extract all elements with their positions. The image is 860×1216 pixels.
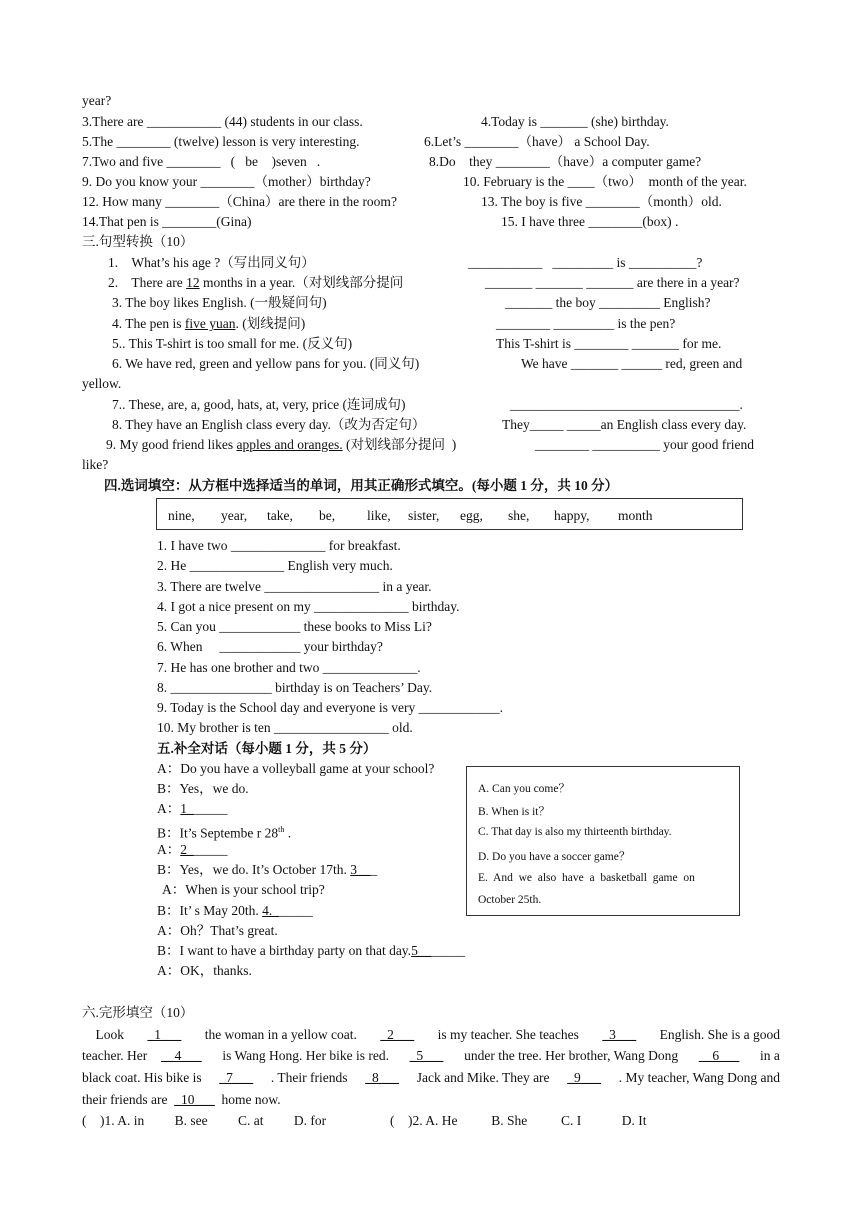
s4-item: 2. He ______________ English very much. <box>157 558 393 573</box>
cloze-text: their friends are <box>82 1092 175 1107</box>
cloze-blank: __6___ <box>698 1048 740 1063</box>
s3-q6-cont: yellow. <box>82 376 122 391</box>
option-d: D. Do you have a soccer game？ <box>478 851 631 863</box>
s4-item: 5. Can you ____________ these books to Miss Li? <box>157 619 432 634</box>
option-e-cont: October 25th. <box>478 894 542 906</box>
cloze-blank: _9___ <box>567 1070 602 1085</box>
question-5: 5.The ________ (twelve) lesson is very interesting. <box>82 134 360 149</box>
s4-item: 8. _______________ birthday is on Teachers’ Day. <box>157 680 433 695</box>
option-e: E. And we also have a basketball game on <box>478 872 695 884</box>
cloze-text: . My teacher, Wang Dong and <box>612 1070 780 1085</box>
s3-q9-answer: ________ __________ your good friend <box>535 437 754 452</box>
dialog-line: A：Do you have a volleyball game at your school? <box>157 761 435 776</box>
s3-q5: 5.. This T-shirt is too small for me. (反义句) <box>112 336 353 351</box>
question-9: 9. Do you know your ________（mother）birthday? <box>82 174 371 189</box>
cloze-text: is my teacher. She teaches <box>430 1027 586 1042</box>
word-bank-item: take, <box>267 508 293 523</box>
word-bank-item: nine, <box>168 508 195 523</box>
dialog-line: B：Yes，we do. It’s October 17th. 3___ <box>157 862 378 877</box>
answer-options-2: ( )2. A. He B. She C. I D. It <box>390 1113 647 1128</box>
cloze-text: the woman in a yellow coat. <box>197 1027 364 1042</box>
s3-q1-answer: ___________ _________ is __________? <box>468 255 703 270</box>
word-bank-item: egg, <box>460 508 483 523</box>
word-bank-item: she, <box>508 508 530 523</box>
s3-q8: 8. They have an English class every day.（改为否定句） <box>112 417 426 432</box>
word-bank-item: year, <box>221 508 248 523</box>
cloze-blank: _5___ <box>409 1048 444 1063</box>
cloze-text: black coat. His bike is <box>82 1070 209 1085</box>
s4-item: 1. I have two ______________ for breakfast. <box>157 538 401 553</box>
s4-item: 6. When ____________ your birthday? <box>157 639 383 654</box>
question-6: 6.Let’s ________（have） a School Day. <box>424 134 650 149</box>
dialog-line: A：2______ <box>157 842 228 857</box>
cloze-text: home now. <box>214 1092 281 1107</box>
cloze-line <box>82 1070 780 1086</box>
question-4: 4.Today is _______ (she) birthday. <box>481 114 669 129</box>
cloze-blank: _8___ <box>365 1070 399 1085</box>
cloze-text: English. She is a good <box>652 1027 780 1042</box>
cloze-line <box>82 1048 780 1064</box>
s3-q9: 9. My good friend likes apples and oranges. (对划线部分提问 ) <box>106 437 457 452</box>
cloze-text: in a <box>753 1048 780 1063</box>
word-bank-item: be, <box>319 508 336 523</box>
s4-item: 3. There are twelve _________________ in a year. <box>157 579 432 594</box>
question-7: 7.Two and five ________ ( be )seven . <box>82 154 321 169</box>
cloze-text: Jack and Mike. They are <box>409 1070 557 1085</box>
dialog-line: A：1______ <box>157 801 228 816</box>
s4-item: 9. Today is the School day and everyone is very ____________. <box>157 700 503 715</box>
cloze-text: Look <box>82 1027 131 1042</box>
cloze-blank: _1___ <box>147 1027 182 1042</box>
question-12: 12. How many ________（China）are there in the room? <box>82 194 397 209</box>
question-3: 3.There are ___________ (44) students in our class. <box>82 114 363 129</box>
word-bank-item: happy, <box>554 508 590 523</box>
cloze-blank: _10___ <box>174 1092 215 1107</box>
dialog-line: A：When is your school trip? <box>162 882 325 897</box>
option-c: C. That day is also my thirteenth birthday. <box>478 826 672 838</box>
cloze-text: teacher. Her <box>82 1048 148 1063</box>
s3-q7-answer: __________________________________. <box>510 397 743 412</box>
section3-title: 三.句型转换（10） <box>82 234 194 249</box>
cloze-blank: _3___ <box>602 1027 637 1042</box>
question-15: 15. I have three ________(box) . <box>501 214 679 229</box>
dialog-line: B：Yes，we do. <box>157 781 249 796</box>
s3-q4-answer: ________ _________ is the pen? <box>496 316 676 331</box>
question-13: 13. The boy is five ________（month）old. <box>481 194 722 209</box>
section4-title: 四.选词填空：从方框中选择适当的单词，用其正确形式填空。(每小题 1 分，共 10 分） <box>104 478 619 493</box>
s3-q4: 4. The pen is five yuan. (划线提问) <box>112 316 306 331</box>
s3-q2: 2. There are 12 months in a year.（对划线部分提问 <box>108 275 404 290</box>
options-box <box>466 766 740 916</box>
s4-item: 10. My brother is ten _________________ old. <box>157 720 413 735</box>
s3-q3-answer: _______ the boy _________ English? <box>505 295 711 310</box>
question-14: 14.That pen is ________(Gina) <box>82 214 252 229</box>
question-8: 8.Do they ________（have）a computer game? <box>429 154 702 169</box>
s3-q3: 3. The boy likes English. (一般疑问句) <box>112 295 327 310</box>
cloze-blank: _2___ <box>380 1027 415 1042</box>
cloze-text: is Wang Hong. Her bike is red. <box>215 1048 396 1063</box>
cloze-line <box>82 1092 281 1108</box>
option-b: B. When is it？ <box>478 806 550 818</box>
dialog-line: B：I want to have a birthday party on that day.5_______ <box>157 943 466 958</box>
word-box <box>156 498 743 530</box>
s3-q1: 1. What’s his age ?（写出同义句） <box>108 255 315 270</box>
line-year: year? <box>82 93 112 108</box>
s4-item: 7. He has one brother and two ______________. <box>157 660 421 675</box>
s3-q6-answer: We have _______ ______ red, green and <box>521 356 743 371</box>
word-bank-item: month <box>618 508 653 523</box>
word-bank-item: sister, <box>408 508 440 523</box>
s4-item: 4. I got a nice present on my ______________ birthday. <box>157 599 460 614</box>
cloze-text: . Their friends <box>264 1070 355 1085</box>
dialog-line: A：OK，thanks. <box>157 963 252 978</box>
section5-title: 五.补全对话（每小题 1 分，共 5 分） <box>157 741 377 756</box>
s3-q6: 6. We have red, green and yellow pans for you. (同义句) <box>112 356 420 371</box>
word-bank-item: like, <box>367 508 391 523</box>
cloze-line <box>82 1027 780 1043</box>
dialog-line: B：It’ s May 20th. 4.______ <box>157 903 313 918</box>
s3-q2-answer: _______ _______ _______ are there in a year? <box>485 275 740 290</box>
s3-q5-answer: This T-shirt is ________ _______ for me. <box>496 336 722 351</box>
s3-q7: 7.. These, are, a, good, hats, at, very, price (连词成句) <box>112 397 406 412</box>
option-a: A. Can you come？ <box>478 783 570 795</box>
s3-q8-answer: They_____ _____an English class every day. <box>502 417 747 432</box>
question-10: 10. February is the ____（two） month of the year. <box>463 174 747 189</box>
dialog-line: B：It’s Septembe r 28th . <box>157 825 292 841</box>
section6-title: 六.完形填空（10） <box>82 1005 194 1020</box>
dialog-line: A：Oh？That’s great. <box>157 923 278 938</box>
s3-q9-cont: like? <box>82 457 109 472</box>
cloze-text: under the tree. Her brother, Wang Dong <box>457 1048 685 1063</box>
cloze-blank: _7___ <box>219 1070 254 1085</box>
cloze-blank: __4___ <box>161 1048 202 1063</box>
answer-options-1: ( )1. A. in B. see C. at D. for <box>82 1113 327 1128</box>
